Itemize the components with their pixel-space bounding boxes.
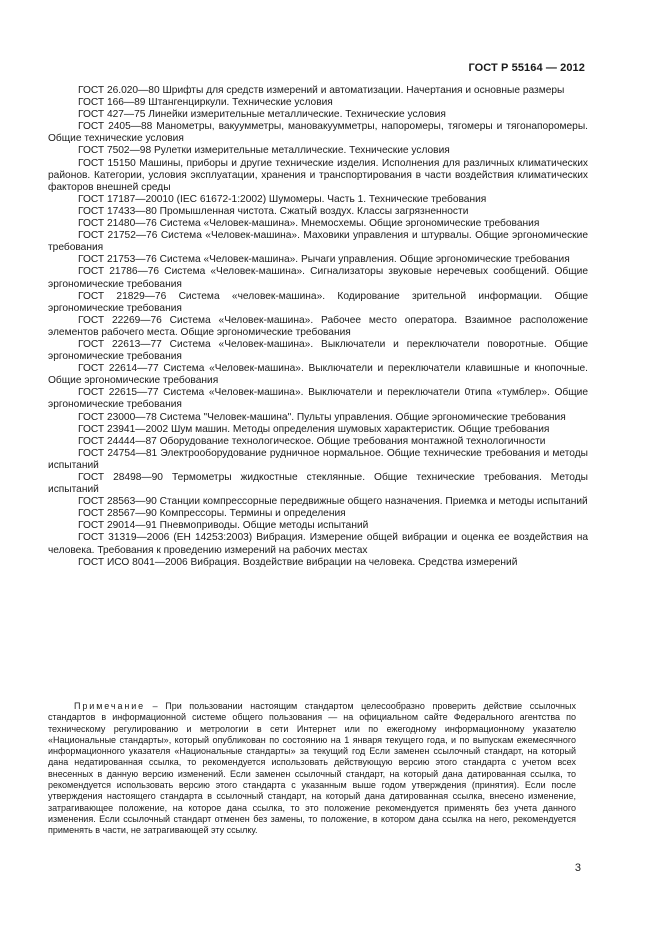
reference-item: ГОСТ 24754—81 Электрооборудование рудничное нормальное. Общие технические требования и методы испытаний bbox=[48, 447, 588, 471]
reference-item: ГОСТ 23000—78 Система "Человек-машина". Пульты управления. Общие эргономические требования bbox=[78, 411, 566, 423]
reference-item: ГОСТ 21480—76 Система «Человек-машина». Мнемосхемы. Общие эргономические требования bbox=[78, 218, 540, 230]
reference-item: ГОСТ 22614—77 Система «Человек-машина». Выключатели и переключатели клавишные и кнопочные. Общие эргономические требования bbox=[48, 363, 588, 387]
page-number: 3 bbox=[574, 862, 581, 874]
reference-item: ГОСТ 427—75 Линейки измерительные металлические. Технические условия bbox=[78, 109, 446, 121]
reference-item: ГОСТ 22613—77 Система «Человек-машина». Выключатели и переключатели поворотные. Общие эргономические требования bbox=[48, 338, 588, 363]
reference-item: ГОСТ 7502—98 Рулетки измерительные металлические. Технические условия bbox=[78, 145, 450, 157]
reference-item: ГОСТ 22615—77 Система «Человек-машина». Выключатели и переключатели 0типа «тумблер». Общие эргономические требования bbox=[48, 387, 588, 411]
reference-item: ГОСТ 26.020—80 Шрифты для средств измерений и автоматизации. Начертания и основные размеры bbox=[78, 85, 565, 96]
note-label: Примечание bbox=[74, 701, 146, 711]
reference-item: ГОСТ 15150 Машины, приборы и другие технические изделия. Исполнения для различных климатических районов. Категории, условия эксплуатации, хранения и транспортирования в части воздействия климатических факторов внешней среды bbox=[48, 157, 588, 193]
reference-item: ГОСТ 22269—76 Система «Человек-машина». Рабочее место оператора. Взаимное расположение элементов рабочего места. Общие эргономические требования bbox=[48, 314, 588, 338]
document-id-header: ГОСТ Р 55164 — 2012 bbox=[468, 62, 585, 74]
reference-item: ГОСТ ИСО 8041—2006 Вибрация. Воздействие вибрации на человека. Средства измерений bbox=[78, 556, 518, 568]
reference-item: ГОСТ 29014—91 Пневмоприводы. Общие методы испытаний bbox=[78, 520, 369, 532]
reference-item: ГОСТ 28567—90 Компрессоры. Термины и определения bbox=[78, 508, 346, 520]
normative-references-list bbox=[48, 85, 588, 569]
reference-item: ГОСТ 24444—87 Оборудование технологическое. Общие требования монтажной технологичности bbox=[78, 435, 546, 447]
reference-item: ГОСТ 21829—76 Система «человек-машина». Кодирование зрительной информации. Общие эргономические требования bbox=[48, 290, 588, 314]
reference-item: ГОСТ 21753—76 Система «Человек-машина». Рычаги управления. Общие эргономические требования bbox=[78, 254, 570, 266]
reference-item: ГОСТ 17433—80 Промышленная чистота. Сжатый воздух. Классы загрязненности bbox=[78, 205, 469, 217]
reference-item: ГОСТ 2405—88 Манометры, вакуумметры, мановакуумметры, напоромеры, тягомеры и тягонапоромеры. Общие технические условия bbox=[48, 121, 588, 145]
reference-item: ГОСТ 21786—76 Система «Человек-машина». Сигнализаторы звуковые неречевых сообщений. Общие эргономические требования bbox=[48, 266, 588, 290]
note-paragraph bbox=[48, 701, 576, 837]
reference-item: ГОСТ 23941—2002 Шум машин. Методы определения шумовых характеристик. Общие требования bbox=[78, 423, 550, 435]
reference-item: ГОСТ 17187—20010 (IEC 61672-1:2002) Шумомеры. Часть 1. Технические требования bbox=[78, 193, 487, 205]
reference-item: ГОСТ 31319—2006 (ЕН 14253:2003) Вибрация. Измерение общей вибрации и оценка ее воздействия на человека. Требования к проведению измерений на рабочих местах bbox=[48, 532, 588, 556]
reference-item: ГОСТ 28563—90 Станции компрессорные передвижные общего назначения. Приемка и методы испытаний bbox=[78, 496, 588, 508]
reference-item: ГОСТ 166—89 Штангенциркули. Технические условия bbox=[78, 97, 333, 109]
reference-item: ГОСТ 28498—90 Термометры жидкостные стеклянные. Общие технические требования. Методы испытаний bbox=[48, 472, 588, 496]
note-text: – При пользовании настоящим стандартом целесообразно проверить действие ссылочных стандартов в информационной системе общего пользования — на официальном сайте Федерального агентства по техническому регулированию и метрологии в сети Интернет или по ежегодному информационному указателю «Национальные стандарты», который опубликован по состоянию на 1 января текущего года, и по выпускам ежемесячного информационного указателя «Национальные стандарты» за текущий год Если заменен ссылочный стандарт, на который дана недатированная ссылка, то рекомендуется использовать действующую версию этого стандарта с учетом всех внесенных в данную версию изменений. Если заменен ссылочный стандарт, на который дана датированная ссылка, то рекомендуется использовать версию этого стандарта с указанным выше годом утверждения (принятия). Если после утверждения настоящего стандарта в ссылочный стандарт, на который дана датированная ссылка, внесено изменение, затрагивающее положение, на которое дана ссылка, то это положение рекомендуется применять без учета данного изменения. Если ссылочный стандарт отменен без замены, то положение, в котором дана ссылка на него, рекомендуется применять в части, не затрагивающей эту ссылку. bbox=[48, 701, 576, 836]
reference-item: ГОСТ 21752—76 Система «Человек-машина». Маховики управления и штурвалы. Общие эргономические требования bbox=[48, 230, 588, 254]
